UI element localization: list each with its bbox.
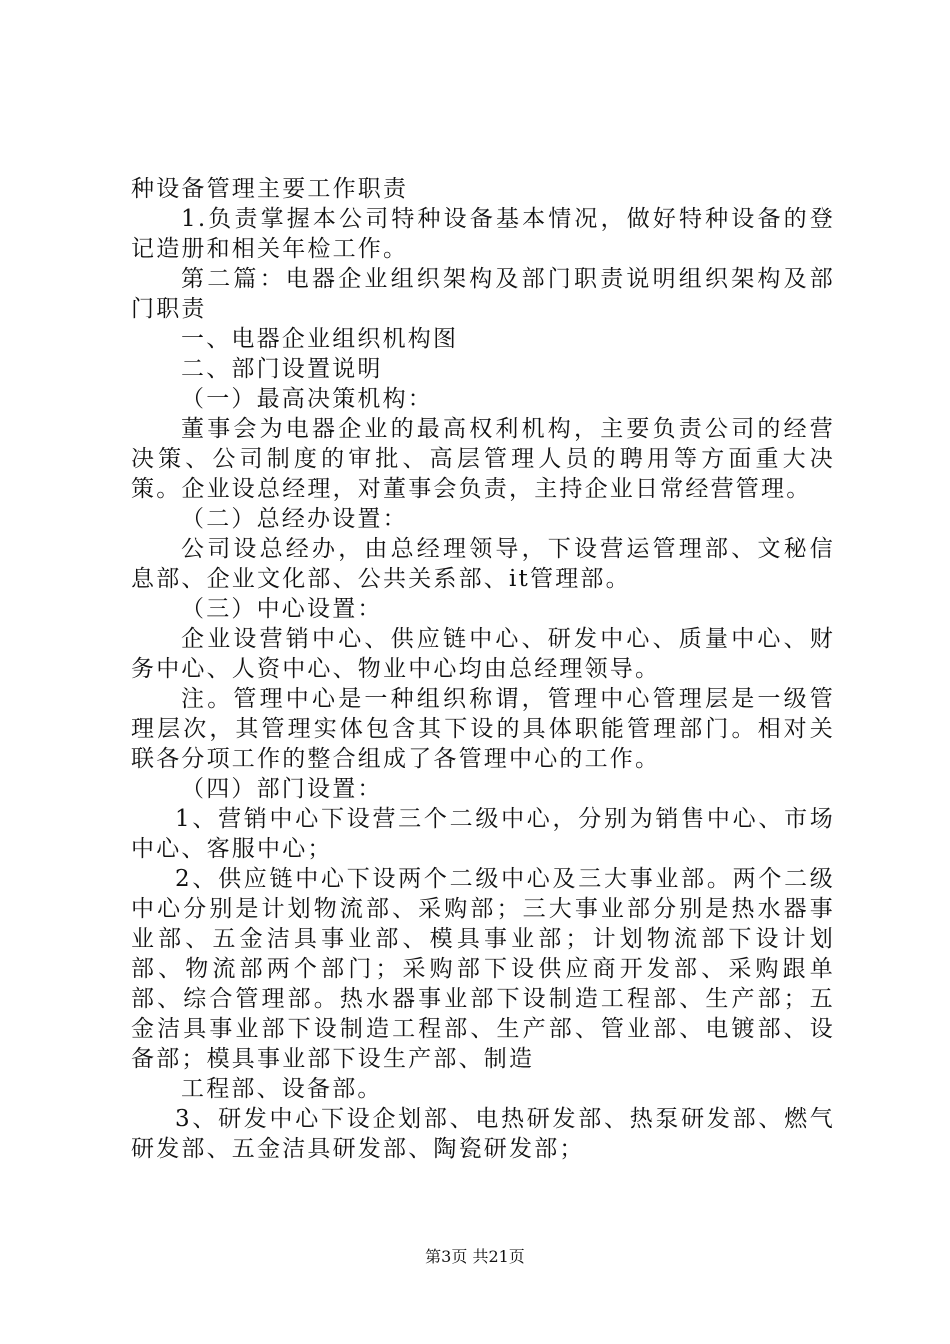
- section-heading: 二、部门设置说明: [181, 356, 383, 382]
- subsection-heading: （一）最高决策机构：: [181, 386, 433, 412]
- subsection-heading: （四）部门设置：: [181, 776, 383, 802]
- list-item: 3、研发中心下设企划部、电热研发部、热泵研发部、燃气研发部、五金洁具研发部、陶瓷研发部；: [131, 1106, 835, 1162]
- paragraph: 1.负责掌握本公司特种设备基本情况，做好特种设备的登记造册和相关年检工作。: [131, 206, 835, 262]
- section-heading: 第二篇：电器企业组织架构及部门职责说明组织架构及部门职责: [131, 266, 835, 322]
- section-heading: 一、电器企业组织机构图: [181, 326, 459, 352]
- note-paragraph: 注。管理中心是一种组织称谓，管理中心管理层是一级管理层次，其管理实体包含其下设的具体职能管理部门。相对关联各分项工作的整合组成了各管理中心的工作。: [131, 686, 835, 772]
- paragraph: 企业设营销中心、供应链中心、研发中心、质量中心、财务中心、人资中心、物业中心均由总经理领导。: [131, 626, 835, 682]
- paragraph: 种设备管理主要工作职责: [131, 176, 409, 202]
- document-body: [131, 174, 835, 1164]
- paragraph: 董事会为电器企业的最高权利机构，主要负责公司的经营决策、公司制度的审批、高层管理人员的聘用等方面重大决策。企业设总经理，对董事会负责，主持企业日常经营管理。: [131, 416, 835, 502]
- subsection-heading: （二）总经办设置：: [181, 506, 408, 532]
- list-item: 2、供应链中心下设两个二级中心及三大事业部。两个二级中心分别是计划物流部、采购部；三大事业部分别是热水器事业部、五金洁具事业部、模具事业部；计划物流部下设计划部、物流部两个部门；采购部下设供应商开发部、采购跟单部、综合管理部。热水器事业部下设制造工程部、生产部；五金洁具事业部下设制造工程部、生产部、管业部、电镀部、设备部；模具事业部下设生产部、制造: [131, 866, 835, 1072]
- list-item: 1、营销中心下设营三个二级中心，分别为销售中心、市场中心、客服中心；: [131, 806, 835, 862]
- paragraph: 工程部、设备部。: [181, 1076, 383, 1102]
- paragraph: 公司设总经办，由总经理领导，下设营运管理部、文秘信息部、企业文化部、公共关系部、it管理部。: [131, 536, 835, 592]
- page-number-footer: 第3页 共21页: [425, 1247, 525, 1266]
- subsection-heading: （三）中心设置：: [181, 596, 383, 622]
